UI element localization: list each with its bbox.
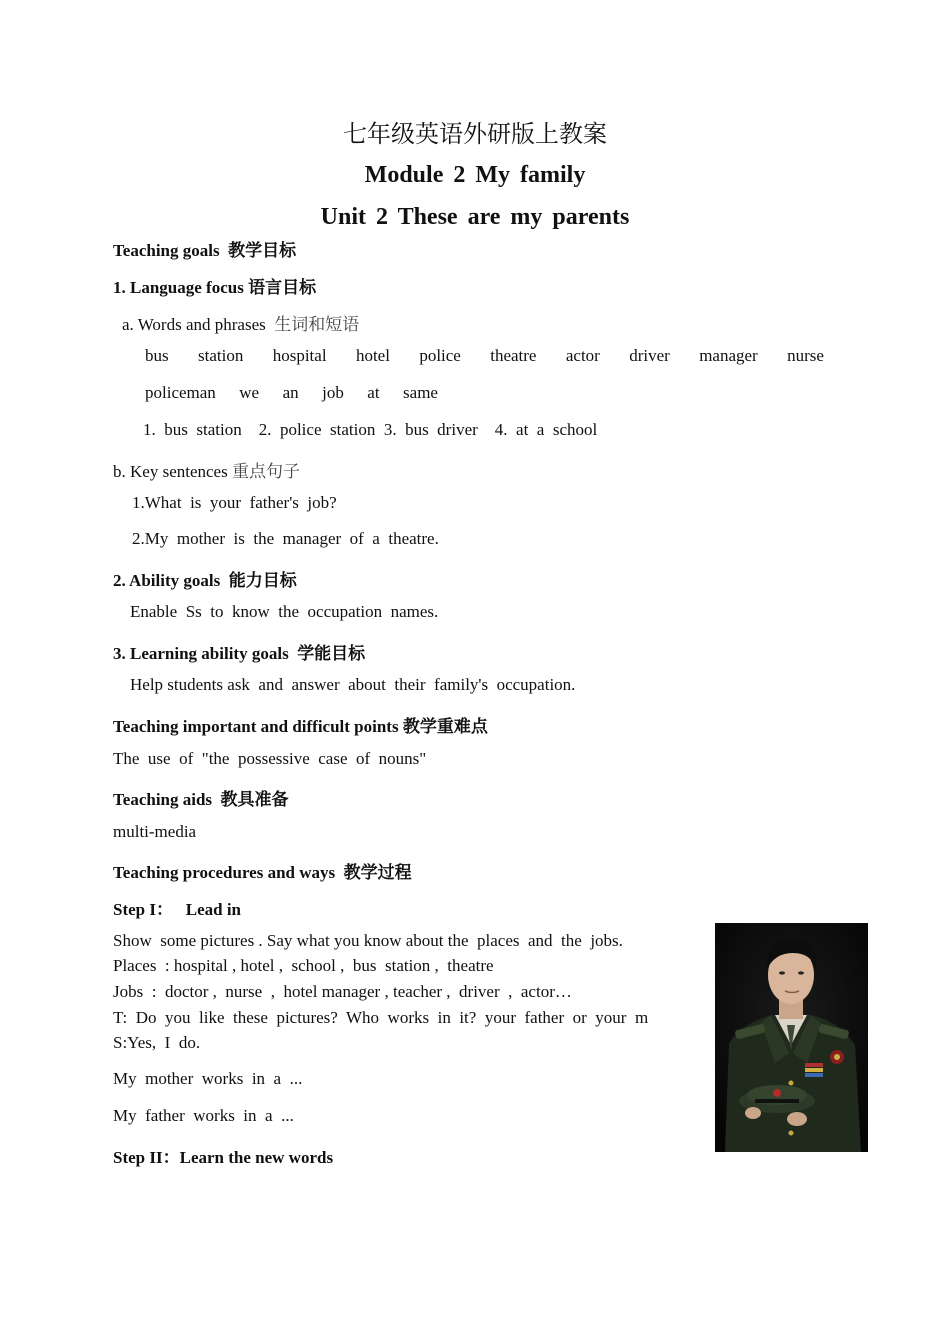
ability-goals-heading: 2. Ability goals 能力目标 [113, 571, 297, 591]
key-sentence: 1.What is your father's job? [132, 493, 337, 512]
lead-in-line: Show some pictures . Say what you know about the places and the jobs. [113, 931, 623, 950]
word: hospital [272, 346, 327, 365]
teaching-aids-heading: Teaching aids 教具准备 [113, 790, 289, 810]
lead-in-line: T: Do you like these pictures? Who works in it? your father or your m [113, 1008, 649, 1027]
word: policeman [145, 383, 216, 402]
word: station [198, 346, 244, 365]
language-focus-heading: 1. Language focus 语言目标 [113, 278, 317, 298]
learning-goals-text: Help students ask and answer about their family's occupation. [130, 675, 576, 694]
mother-line: My mother works in a ... [113, 1069, 303, 1088]
step-1-heading: Step I： Lead in [113, 900, 242, 919]
words-phrases-label: a. Words and phrases 生词和短语 [122, 315, 360, 335]
teaching-goals-heading: Teaching goals 教学目标 [113, 241, 297, 261]
lead-in-line: Places : hospital , hotel , school , bus station , theatre [113, 956, 494, 975]
important-points-heading: Teaching important and difficult points 教学重难点 [113, 717, 488, 737]
lead-in-line: Jobs : doctor , nurse , hotel manager , teacher , driver , actor… [113, 982, 572, 1001]
words-row-1 [145, 346, 824, 366]
step-2-heading: Step II：Learn the new words [113, 1148, 334, 1167]
procedures-heading: Teaching procedures and ways 教学过程 [113, 863, 412, 883]
words-row-2 [145, 383, 438, 403]
word: police [419, 346, 461, 365]
key-sentence: 2.My mother is the manager of a theatre. [132, 529, 439, 548]
important-points-text: The use of "the possessive case of nouns" [113, 749, 427, 768]
word: bus [145, 346, 169, 365]
word: hotel [355, 346, 390, 365]
key-sentences-label: b. Key sentences 重点句子 [113, 462, 300, 482]
ability-goals-text: Enable Ss to know the occupation names. [130, 602, 439, 621]
module-title: Module 2 My family [364, 162, 586, 188]
teaching-aids-text: multi-media [113, 822, 197, 841]
phrases-line: 1. bus station 2. police station 3. bus driver 4. at a school [143, 420, 598, 439]
soldier-photo [715, 923, 868, 1152]
word: at [367, 383, 380, 402]
word: driver [629, 346, 670, 365]
word: nurse [787, 346, 824, 365]
father-line: My father works in a ... [113, 1106, 294, 1125]
word: theatre [490, 346, 537, 365]
soldier-illustration [715, 923, 868, 1152]
lead-in-line: S:Yes, I do. [113, 1033, 201, 1052]
word: we [239, 383, 260, 402]
word: manager [699, 346, 758, 365]
word: actor [565, 346, 600, 365]
word: job [322, 383, 344, 402]
page-title: 七年级英语外研版上教案 [343, 120, 607, 148]
word: an [282, 383, 299, 402]
learning-goals-heading: 3. Learning ability goals 学能目标 [113, 644, 366, 664]
unit-title: Unit 2 These are my parents [320, 204, 630, 230]
word: same [403, 383, 438, 402]
